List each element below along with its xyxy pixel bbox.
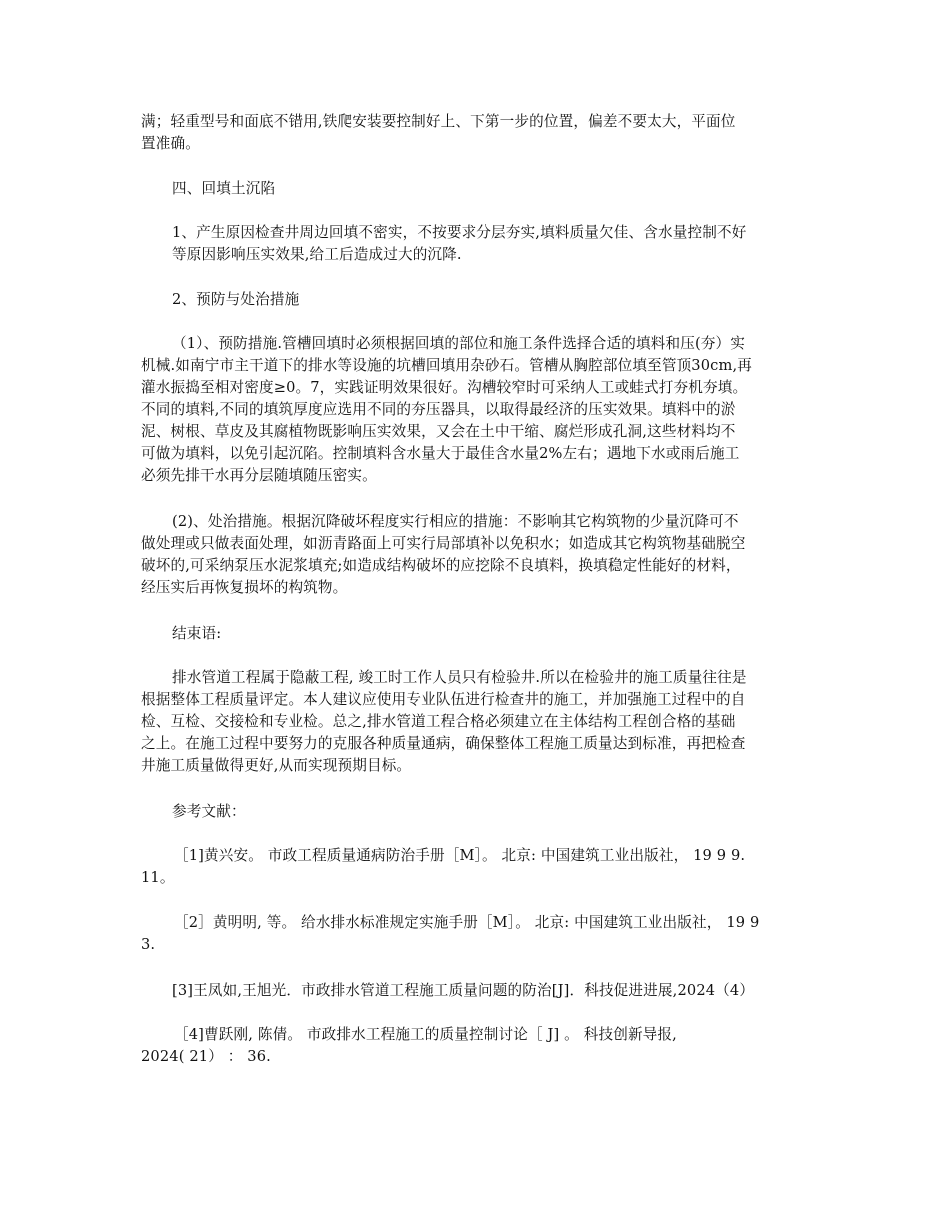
- heading-text: 结束语:: [172, 625, 222, 642]
- reference-line: ［2］黄明明, 等。 给水排水标准规定实施手册［M］。 北京: 中国建筑工业出版社， 19 9: [174, 914, 760, 931]
- text-line: 灌水振捣至相对密度≥0。7，实践证明效果很好。沟槽较窄时可采纳人工或蛙式打夯机夯填。: [141, 379, 748, 396]
- heading-text: 四、回填土沉陷: [172, 180, 276, 197]
- treatment-paragraph: [141, 511, 810, 599]
- conclusion-paragraph: [141, 667, 810, 777]
- text-line: 泥、树根、草皮及其腐植物既影响压实效果，又会在土中干缩、腐烂形成孔洞,这些材料均不: [141, 423, 736, 440]
- text-line: 之上。在施工过程中要努力的克服各种质量通病，确保整体工程施工质量达到标准，再把检查: [141, 735, 746, 752]
- text-line: 机械.如南宁市主干道下的排水等设施的坑槽回填用杂砂石。管槽从胸腔部位填至管顶30cm,再: [141, 357, 753, 374]
- reference-item: [141, 845, 810, 889]
- text-line: 做处理或只做表面处理，如沥青路面上可实行局部填补以免积水；如造成其它构筑物基础脱空: [141, 535, 746, 552]
- subsection-heading: [141, 289, 810, 311]
- section-heading: [141, 178, 810, 200]
- reference-line: 2024( 21） ： 36.: [141, 1048, 271, 1065]
- heading-text: 2、预防与处治措施: [172, 291, 300, 308]
- reference-line: 3.: [141, 936, 156, 953]
- cause-paragraph: [141, 222, 810, 266]
- text-line: 等原因影响压实效果,给工后造成过大的沉降.: [172, 246, 462, 263]
- text-line: 排水管道工程属于隐蔽工程, 竣工时工作人员只有检验井.所以在检验井的施工质量往往是: [172, 669, 747, 686]
- text-line: 1、产生原因检查井周边回填不密实，不按要求分层夯实,填料质量欠佳、含水量控制不好: [172, 224, 747, 241]
- continuation-paragraph: [141, 111, 810, 155]
- text-line: 根据整体工程质量评定。本人建议应使用专业队伍进行检查井的施工，并加强施工过程中的自: [141, 691, 746, 708]
- text-line: 检、互检、交接检和专业检。总之,排水管道工程合格必须建立在主体结构工程创合格的基础: [141, 713, 736, 730]
- text-line: (2)、处治措施。根据沉降破坏程度实行相应的措施：不影响其它构筑物的少量沉降可不: [172, 513, 739, 530]
- references-heading: [141, 801, 810, 823]
- text-line: 置准确。: [141, 135, 200, 152]
- conclusion-heading: [141, 623, 810, 645]
- text-line: （1）、预防措施.管槽回填时必须根据回填的部位和施工条件选择合适的填料和压(夯）实: [172, 335, 746, 352]
- text-line: 满；轻重型号和面底不错用,铁爬安装要控制好上、下第一步的位置，偏差不要太大，平面位: [141, 113, 736, 130]
- text-line: 必须先排干水再分层随填随压密实。: [141, 467, 377, 484]
- reference-line: ［4]曹跃刚, 陈倩。 市政排水工程施工的质量控制讨论［ J] 。 科技创新导报,: [174, 1026, 677, 1043]
- reference-line: ［1]黄兴安。 市政工程质量通病防治手册［M］。 北京: 中国建筑工业出版社， 19 9 9.: [174, 847, 746, 864]
- text-line: 经压实后再恢复损坏的构筑物。: [141, 579, 348, 596]
- text-line: 井施工质量做得更好,从而实现预期目标。: [141, 757, 412, 774]
- prevention-paragraph: [141, 333, 810, 487]
- reference-line: [3]王凤如,王旭光．市政排水管道工程施工质量问题的防治[J]．科技促进进展,2024（4）: [172, 982, 755, 999]
- reference-item: [141, 980, 810, 1002]
- text-line: 不同的填料,不同的填筑厚度应选用不同的夯压器具，以取得最经济的压实效果。填料中的淤: [141, 401, 736, 418]
- text-line: 可做为填料，以免引起沉陷。控制填料含水量大于最佳含水量2%左右；遇地下水或雨后施工: [141, 445, 740, 462]
- heading-text: 参考文献：: [172, 803, 246, 820]
- reference-item: [141, 912, 810, 956]
- text-line: 破坏的,可采纳泵压水泥浆填充;如造成结构破坏的应挖除不良填料，换填稳定性能好的材料，: [141, 557, 741, 574]
- reference-line: 11。: [141, 869, 175, 886]
- reference-item: [141, 1024, 810, 1068]
